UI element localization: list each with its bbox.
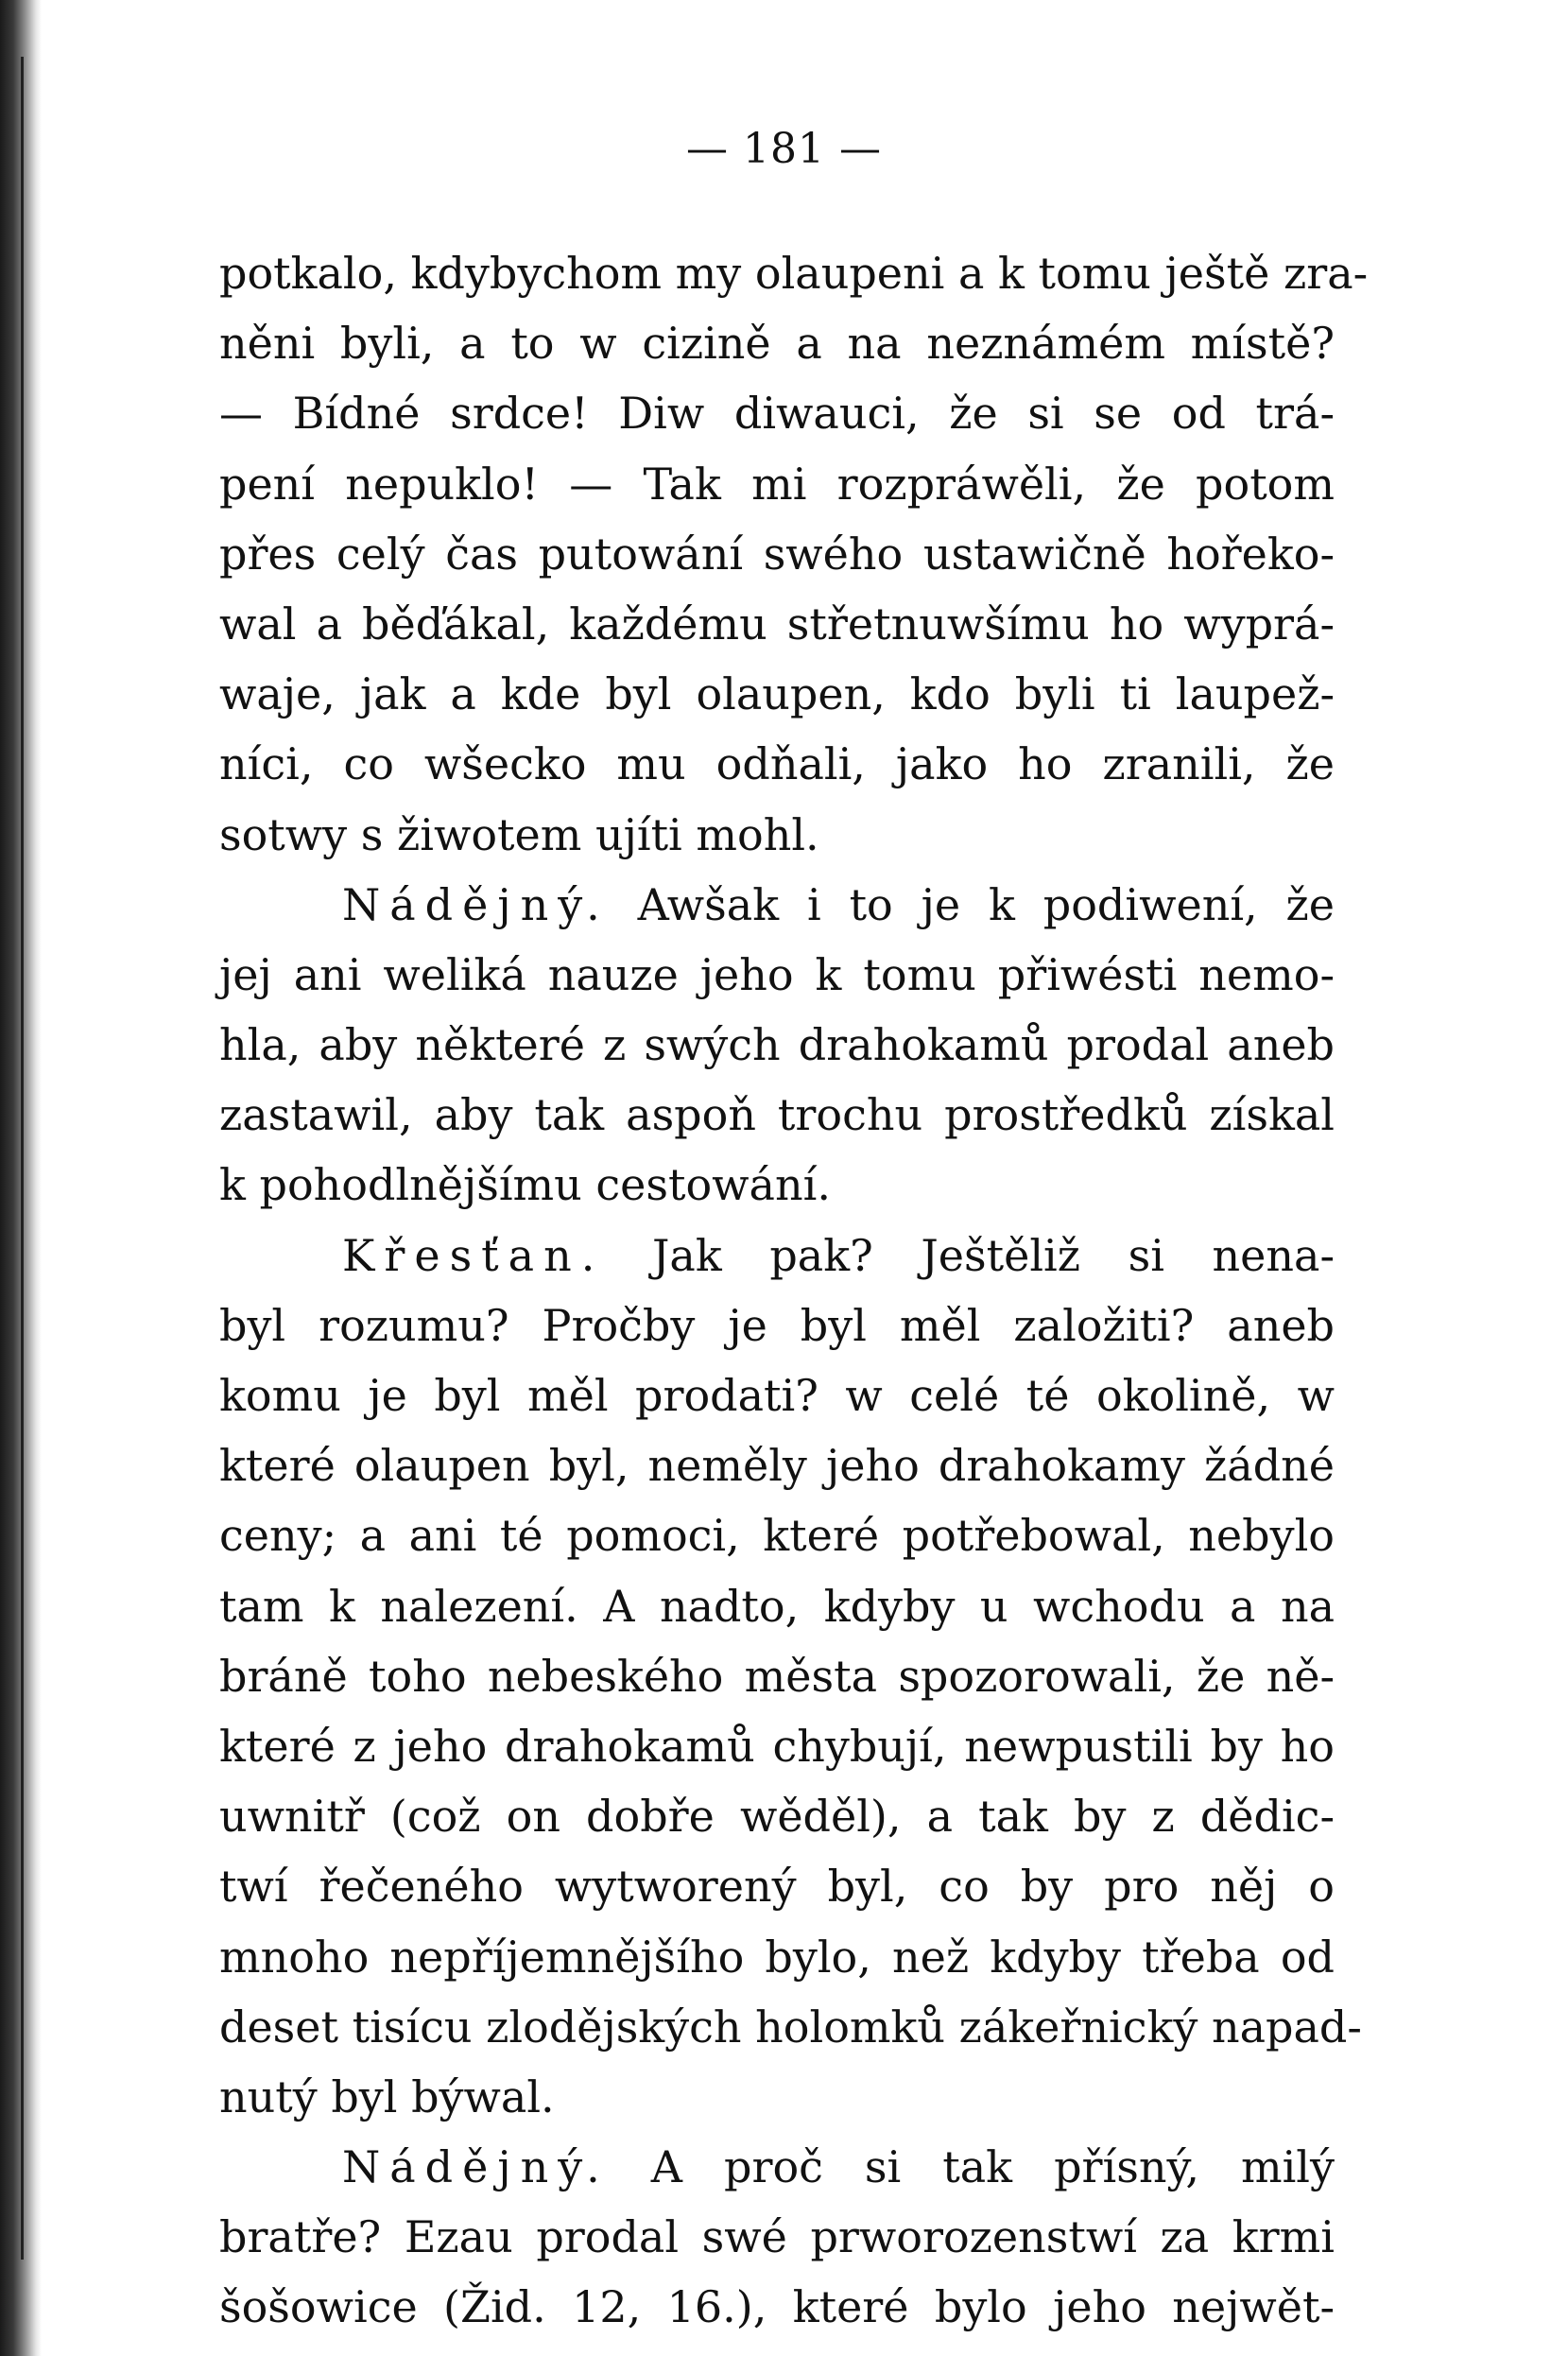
text-line: deset tisícu zlodějských holomků zákeřnický napad- [219,2001,1362,2053]
text-line: bratře? Ezau prodal swé prworozenstwí za krmi [219,2211,1335,2263]
paragraph-3 [219,1221,1362,2132]
page-body [219,238,1369,2343]
text-line: nutý byl býwal. [219,2070,555,2122]
text-line: bráně toho nebeského města spozorowali, že ně- [219,1650,1335,1702]
speaker-text: A proč si tak přísný, milý [650,2141,1335,2193]
text-line: uwnitř (což on dobře wěděl), a tak by z dědic- [219,1791,1335,1843]
text-line: sotwy s žiwotem ujíti mohl. [219,808,819,860]
text-line: šošowice (Žid. 12, 16.), které bylo jeho nejwět- [219,2281,1335,2333]
text-line: tam k nalezení. A nadto, kdyby u wchodu a na [219,1580,1335,1632]
text-line: twí řečeného wytworený byl, co by pro něj o [219,1861,1335,1913]
text-line [219,2132,1335,2202]
text-line: byl rozumu? Pročby je byl měl založiti? aneb [219,1299,1335,1351]
paragraph-1 [219,238,1369,870]
text-line: mnoho nepříjemnějšího bylo, než kdyby třeba od [219,1931,1335,1983]
text-line: ceny; a ani té pomoci, které potřebowal, nebylo [219,1510,1335,1562]
speaker-text: Awšak i to je k podiwení, že [637,878,1335,930]
paragraph-2 [219,870,1335,1221]
text-line: které olaupen byl, neměly jeho drahokamy žádné [219,1440,1335,1492]
page-number: — 181 — [686,125,882,173]
text-line: komu je byl měl prodati? w celé té okolině, w [219,1370,1335,1421]
text-line: hla, aby některé z swých drahokamů prodal aneb [219,1019,1335,1071]
text-line: něni byli, a to w cizině a na neznámém místě? [219,318,1335,370]
speaker-text: Jak pak? Ještěliž si nena- [651,1229,1335,1281]
text-line: wal a běďákal, každému střetnuwšímu ho wyprá- [219,598,1335,650]
text-line: potkalo, kdybychom my olaupeni a k tomu ještě zra- [219,248,1369,299]
text-line: jej ani weliká nauze jeho k tomu přiwésti nemo- [219,948,1335,1000]
text-line: k pohodlnějšímu cestowání. [219,1159,831,1211]
speaker-name: Nádějný. [342,2141,610,2193]
text-line: waje, jak a kde byl olaupen, kdo byli ti laupež- [219,668,1335,720]
text-line [219,870,1335,940]
text-line: — Bídné srdce! Diw diwauci, že si se od trá- [219,388,1335,440]
speaker-name: Křesťan. [342,1229,605,1281]
text-line: pení nepuklo! — Tak mi rozpráwěli, že potom [219,458,1335,510]
book-spine-line [21,57,24,2260]
paragraph-4 [219,2132,1335,2343]
text-line: které z jeho drahokamů chybují, newpustili by ho [219,1720,1335,1772]
speaker-name: Nádějný. [342,878,610,930]
text-line: níci, co wšecko mu odňali, jako ho zranili, že [219,738,1335,790]
text-line: zastawil, aby tak aspoň trochu prostředků získal [219,1089,1335,1141]
text-line [219,1221,1335,1291]
text-line: přes celý čas putowání swého ustawičně hořeko- [219,528,1335,580]
